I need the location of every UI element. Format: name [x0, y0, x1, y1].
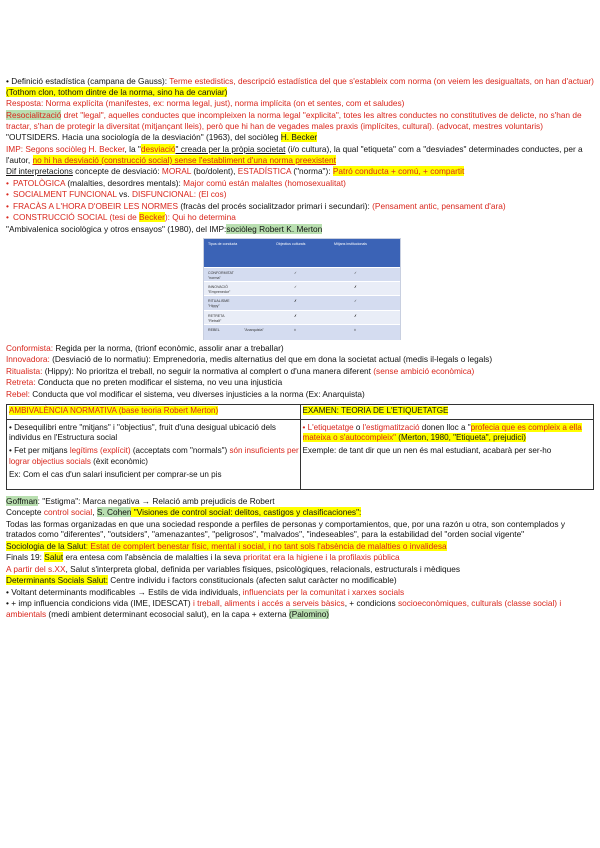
text: , la " [124, 143, 141, 154]
merton-table [203, 238, 401, 340]
row-means: ✓ [354, 270, 358, 275]
condicions-vida-line [6, 598, 594, 620]
text: Finals 19: [6, 552, 45, 563]
row-sub: "Retraït" [208, 318, 222, 323]
text: Dif interpretacions [6, 166, 73, 177]
highlight: AMBIVALÈNCIA NORMATIVA (base teoria Robert Merton) [9, 405, 219, 415]
text: (èxit econòmic) [90, 457, 148, 467]
box-paragraph: Ex: Com el cas d'un salari insuficient per comprar-se un pis [9, 470, 222, 480]
text: prioritat era la higiene i la profilaxis pública [243, 552, 400, 563]
modificables-line [6, 587, 594, 598]
text: i treball, aliments i accés a serveis bàsics [192, 598, 345, 609]
text: Major comú están malaltes (homosexualitat) [183, 177, 346, 188]
highlight: Resocialització [6, 109, 62, 120]
text: • Voltant determinants modificables → Estils de vida individuals, [6, 586, 243, 597]
determinants-line [6, 575, 594, 586]
highlight: EXAMEN: TEORIA DE L'ETIQUETATGE [302, 405, 449, 415]
highlight: (Tothom clon, tothom dintre de la norma, sino ha de canviar) [6, 86, 228, 97]
table-row [204, 281, 400, 296]
bullet-fracas: • FRACÀS A L'HORA D'OBEIR LES NORMES (fracàs del procés socialitzador primari i secundari): (Pensament antic, pensament d'ara) [6, 200, 506, 211]
text: DISFUNCIONAL: (El cos) [131, 189, 227, 200]
text: són insuficients per lograr objectius socials [9, 446, 299, 467]
text: (fracàs del procés socialitzador primari i secundari): [178, 200, 373, 211]
highlight: (Palomino) [288, 609, 330, 620]
text: control social [43, 507, 93, 518]
text: Conformista: [6, 342, 54, 353]
header-cell: Objectius culturals [276, 241, 306, 246]
text: (Pensament antic, pensament d'ara) [372, 200, 506, 211]
text: Concepte [6, 507, 44, 518]
highlight: Becker [139, 212, 165, 223]
text: SOCIALMENT FUNCIONAL [13, 189, 117, 200]
bullet-patologica: • PATOLÒGICA (malalties, desordres mentals): Major comú están malaltes (homosexualitat) [6, 177, 346, 188]
finals-19-line [6, 552, 594, 563]
row-sub: "Anarquista" [244, 328, 264, 333]
text: ): Qui ho determina [164, 212, 236, 223]
merton-line [6, 224, 594, 235]
text: (i/o cultura), la qual "etiqueta" com a "desviades" determinades conductes, per a l'autor, [6, 143, 583, 165]
row-type: RETRETA [208, 313, 225, 318]
text: (medi ambient determinant ecosocial salut), en la capa + externa [46, 609, 289, 620]
text: (malalties, desordres mentals): [65, 177, 184, 188]
notes-page [6, 76, 594, 621]
text: CONSTRUCCIÓ SOCIAL (tesi de [13, 212, 140, 223]
text: (bo/dolent), [191, 166, 238, 177]
text: MORAL [161, 166, 192, 177]
definition-line [6, 76, 594, 98]
text: A partir del s.XX [6, 563, 66, 574]
highlight: Salut [44, 552, 64, 563]
text: influenciats per la comunitat i xarxes socials [242, 586, 405, 597]
box-title [301, 405, 594, 420]
interpretacions-line [6, 166, 594, 177]
box-title [7, 405, 300, 420]
text: FRACÀS A L'HORA D'OBEIR LES NORMES [13, 200, 179, 211]
becker-line [6, 144, 594, 166]
text: IMP: Segons sociòleg H. Becker [6, 143, 125, 154]
highlight: H. Becker [280, 132, 318, 143]
highlight: (Merton, 1980, "Etiqueta", prejudici) [396, 433, 526, 443]
text: (Hippy): No prioritza el treball, no seguir la normativa al complert o d'una manera diferent [42, 365, 374, 376]
innovadora-line [6, 354, 594, 365]
text: Ritualista: [6, 365, 43, 376]
text: PATOLÒGICA [13, 177, 66, 188]
row-type: INNOVACIÓ [208, 285, 228, 290]
row-sub: "norma" [208, 275, 221, 280]
text: , Salut s'interpreta global, definida per variables físiques, psicològiques, relacionals, estructurals i mèdiques [65, 563, 461, 574]
table-row [204, 324, 400, 339]
etiquetatge-box [300, 405, 594, 489]
comparison-boxes [6, 404, 594, 490]
highlight: Determinants Socials Salut: [6, 575, 108, 586]
highlight: no hi ha desviació (construcció social) sense l'establiment d'una norma preexistent [32, 154, 336, 165]
resocialitzacio-line [6, 110, 594, 132]
row-type: CONFORMITAT [208, 270, 234, 275]
outsiders-line [6, 132, 594, 143]
text: legítims (explícit) [69, 446, 131, 456]
highlight: desviació [140, 143, 176, 154]
row-goals: ± [294, 328, 296, 333]
highlight: Sociologia de la Salut [6, 540, 86, 551]
conformista-line [6, 343, 594, 354]
text: Rebel: [6, 388, 30, 399]
sociologia-salut-line [6, 541, 594, 552]
row-type: RITUALISME [208, 299, 230, 304]
text: ("norma"): [291, 166, 333, 177]
row-means: ✗ [354, 313, 358, 318]
row-type: REBEL [208, 328, 220, 333]
text: • L'etiquetatge [302, 422, 354, 432]
box-paragraph: Exemple: de tant dir que un nen és mal estudiant, acabarà per ser-ho [302, 446, 552, 456]
text: : "Estigma": Marca negativa → Relació amb prejudicis de Robert [37, 495, 275, 506]
header-cell: Mitjans institucionals [334, 241, 367, 246]
text: Innovadora: [6, 354, 50, 365]
text: Terme estedistics, descripció estadística del que s'estableix com norma (on veiem les desigualtats, on han d'actuar) [169, 76, 594, 86]
segle-xx-line [6, 564, 594, 575]
row-sub: "Emprenedor" [208, 290, 231, 295]
table-row [204, 295, 400, 310]
text: dret "legal", aquelles conductes que incompleixen la norma legal "explicita", totes les altres conductes no constitutives de delicte, no s'han de tractar, s'han de protegir la diversitat (mitjançant lleis), però que hi han de vegades males praxis (implícites, cultural). (advocat, mestres voluntaris) [6, 109, 582, 131]
text: l'estigmatització [362, 422, 420, 432]
highlight: Patró conducta + comú, + compartit [332, 166, 465, 177]
header-cell: Tipus de conducta [208, 241, 238, 246]
row-means: ± [354, 328, 356, 333]
text: "Ambivalenica sociològica y otros ensayos" (1980), del IMP: [6, 223, 227, 234]
highlight: : Estat de complert benestar físic, mental i social, i no tant sols l'absència de malalties o invalidesa [85, 540, 447, 551]
text: "OUTSIDERS. Hacia una sociología de la desviación" (1963), del sociòleg [6, 132, 281, 143]
text: Centre individu i factors constitucionals (afecten salut caràcter no modificable) [107, 575, 397, 586]
text: , + condicions [344, 598, 398, 609]
goffman-line [6, 496, 594, 507]
bullet-funcional: • SOCIALMENT FUNCIONAL vs. DISFUNCIONAL: (El cos) [6, 189, 227, 200]
text: Regida per la norma, (trionf econòmic, assolir anar a treballar) [53, 342, 284, 353]
text: • Fet per mitjans [9, 446, 70, 456]
table-row [204, 310, 400, 325]
resposta-line: Resposta: Norma explícita (manifestes, ex: norma legal, just), norma implícita (on et sentes, com et saludes) [6, 98, 405, 109]
row-means: ✓ [354, 299, 358, 304]
text: (Desviació de lo normatiu): Emprenedoria, medis alternatius del que em dona la societat actual (medis il-legals o legals) [49, 354, 493, 365]
text: ESTADÍSTICA [237, 166, 292, 177]
control-social-definition: Todas las formas organizadas en que una sociedad responde a perfiles de personas y comportamientos, que, por una razón u otra, son contemplados y tratados como "diferentes", "outsiders", "amenazantes", "peligrosos", "malvados", "indeseables", para la estabilidad del "orden social vigente" [6, 518, 565, 540]
row-sub: "Hippy" [208, 304, 220, 309]
ritualista-line [6, 366, 594, 377]
rebel-line [6, 389, 594, 400]
text: • Definició estadística (campana de Gauss): [6, 76, 170, 86]
text: era entesa com l'absència de malalties i la seva [63, 552, 244, 563]
control-social-line [6, 507, 594, 518]
text: (sense ambició econòmica) [373, 365, 475, 376]
text: Conducta que vol modificar el sistema, veu diverses injusticies a la norma (Ex: Anarquista) [29, 388, 365, 399]
box-paragraph: • Desequilibri entre "mitjans" i "objectius", fruit d'una desigual ubicació dels individus en l'Estructura social [9, 422, 276, 443]
text: concepte de desviació: [72, 166, 162, 177]
text: " creada per la pròpia societat [175, 143, 286, 154]
row-goals: ✗ [294, 313, 298, 318]
text: , [92, 507, 97, 518]
highlight: S. Cohen [96, 507, 132, 518]
text: • + imp influencia condicions vida (IME, IDESCAT) [6, 598, 193, 609]
text: donen lloc a " [419, 422, 471, 432]
table-header [204, 239, 400, 267]
row-goals: ✓ [294, 285, 298, 290]
highlight: Goffman [6, 495, 38, 506]
text: o [353, 422, 363, 432]
box-paragraph [9, 446, 300, 468]
box-paragraph [303, 423, 594, 445]
row-goals: ✗ [294, 299, 298, 304]
table-row [204, 267, 400, 282]
highlight: profecia que es compleix a ella mateixa o s'autocompleix" [302, 422, 582, 443]
text: socioeconòmiques, culturals (classe social) i ambientals [6, 598, 562, 620]
row-goals: ✓ [294, 270, 298, 275]
ambivalencia-box [7, 405, 300, 489]
highlight: sociòleg Robert K. Merton [226, 223, 323, 234]
text: vs. [116, 189, 132, 200]
text: (acceptats com "normals") [130, 446, 230, 456]
highlight: "Visiones de control social: delitos, castigos y clasificaciones": [131, 507, 362, 518]
retreta-line [6, 377, 594, 388]
bullet-construccio: • CONSTRUCCIÓ SOCIAL (tesi de Becker): Qui ho determina [6, 212, 236, 223]
row-means: ✗ [354, 285, 358, 290]
text: Conducta que no preten modificar el sistema, no veu una injusticia [35, 377, 283, 388]
text: Retreta: [6, 377, 36, 388]
